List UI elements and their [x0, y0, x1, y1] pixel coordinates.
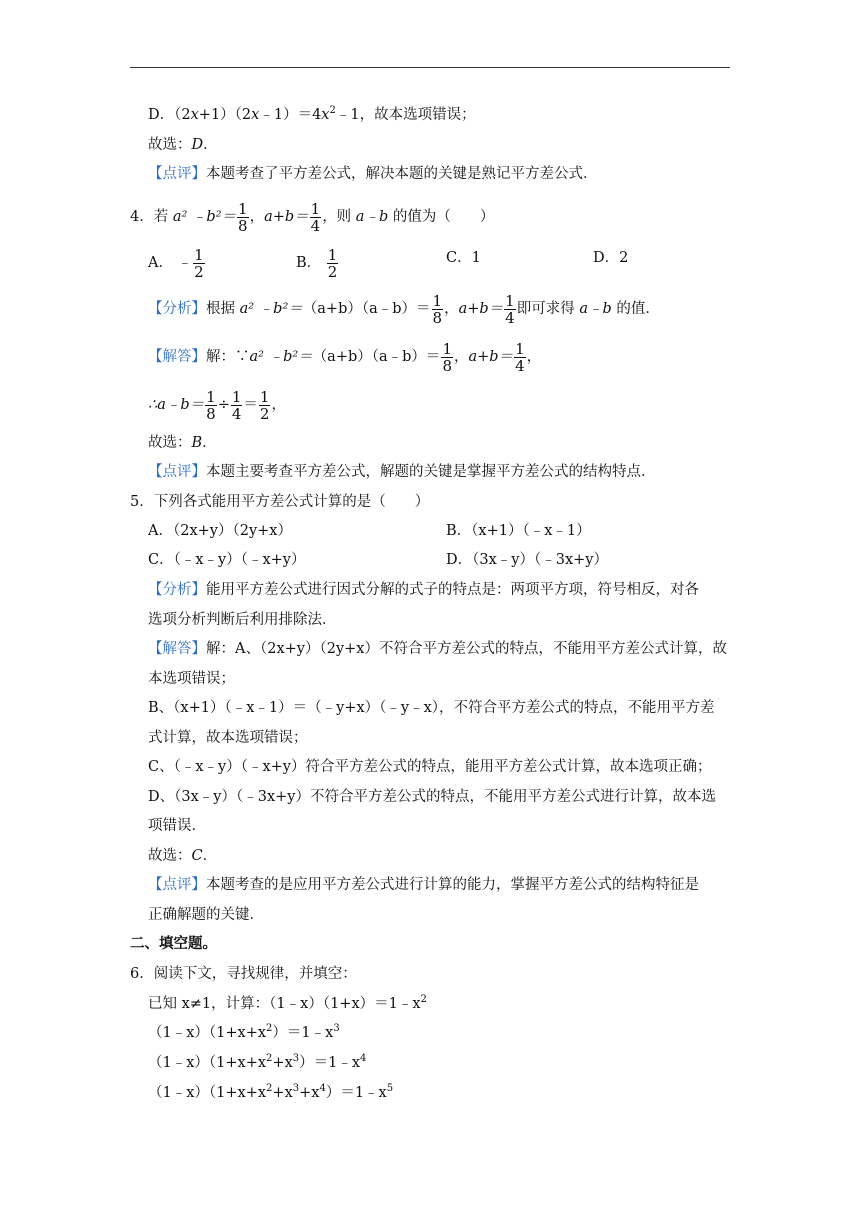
- q4-choice: 故选：B．: [148, 435, 217, 451]
- q5-answer-line3: B、（x+1）（﹣x﹣1）＝（﹣y+x）（﹣y﹣x），不符合平方差公式的特点，不能用平方差: [148, 700, 715, 716]
- fraction-one-half: $\frac{1}{2}$: [194, 245, 204, 281]
- q5-choice: 故选：C．: [148, 848, 218, 864]
- q5-stem: 5．下列各式能用平方差公式计算的是（ ）: [130, 494, 430, 510]
- answer-tag: 【解答】: [148, 641, 206, 657]
- q5-answer-line4: 式计算，故本选项错误；: [148, 730, 308, 746]
- answer-tag: 【解答】: [148, 349, 206, 365]
- q5-option-a: A．（2x+y）（2y+x）: [148, 523, 292, 539]
- q4-therefore: ∴a﹣b＝ $\frac{1}{8}$ ÷ $\frac{1}{4}$ ＝ $\frac{1}{2}$ ，: [148, 387, 286, 423]
- analysis-tag: 【分析】: [148, 582, 206, 598]
- q5-answer-line2: 本选项错误；: [148, 671, 235, 687]
- q5-option-c: C．（﹣x﹣y）（﹣x+y）: [148, 552, 306, 568]
- q4-option-a: A． ﹣ $\frac{1}{2}$: [148, 245, 204, 281]
- q4-analysis: 【分析】根据 a² ﹣b²＝（a+b）（a﹣b）＝ $\frac{1}{8}$ ，a+b＝ $\frac{1}{4}$ 即可求得 a﹣b 的值．: [148, 291, 660, 327]
- comment-tag: 【点评】: [148, 464, 206, 480]
- q5-option-d: D．（3x﹣y）（﹣3x+y）: [446, 552, 608, 568]
- q4-answer: 【解答】解：∵a² ﹣b²＝（a+b）（a﹣b）＝ $\frac{1}{8}$ ，a+b＝ $\frac{1}{4}$ ，: [148, 339, 542, 375]
- q6-stem: 6．阅读下文，寻找规律，并填空：: [130, 966, 357, 982]
- analysis-tag: 【分析】: [148, 301, 206, 317]
- fraction-one-eighth: $\frac{1}{8}$: [238, 199, 248, 235]
- q5-comment-line1: 【点评】本题考查的是应用平方差公式进行计算的能力，掌握平方差公式的结构特征是: [148, 877, 699, 893]
- q4-option-b: B． $\frac{1}{2}$: [296, 245, 338, 281]
- q5-answer-line1: 【解答】解：A、（2x+y）（2y+x）不符合平方差公式的特点，不能用平方差公式计算，故: [148, 641, 727, 657]
- q4-option-d: D．2: [593, 250, 629, 266]
- comment-tag: 【点评】: [148, 166, 206, 182]
- comment-tag: 【点评】: [148, 877, 206, 893]
- q5-analysis-line1: 【分析】能用平方差公式进行因式分解的式子的特点是：两项平方项，符号相反，对各: [148, 582, 699, 598]
- section-heading: 二、填空题。: [130, 936, 217, 952]
- q4-comment: 【点评】本题主要考查平方差公式，解题的关键是掌握平方差公式的结构特点．: [148, 464, 656, 480]
- header-rule: [130, 67, 730, 68]
- q6-line2: $(1﹣x)(1+x+x^2)=1﹣x^3$: [148, 1023, 340, 1041]
- q3-option-d: D．$(2x+1)(2x﹣1)=4x^2﹣1$，故本选项错误；: [148, 105, 476, 123]
- q5-answer-line7: 项错误．: [148, 818, 206, 834]
- q5-answer-line5: C、（﹣x﹣y）（﹣x+y）符合平方差公式的特点，能用平方差公式计算，故本选项正确；: [148, 759, 712, 775]
- q5-analysis-line2: 选项分析判断后利用排除法．: [148, 612, 337, 628]
- fraction-one-half: $\frac{1}{2}$: [327, 245, 338, 281]
- q3-choice: 故选：D．: [148, 137, 218, 153]
- fraction-one-quarter: $\frac{1}{4}$: [310, 199, 321, 235]
- q6-line4: $(1﹣x)(1+x+x^2+x^3+x^4)=1﹣x^5$: [148, 1083, 394, 1101]
- q5-answer-line6: D、（3x﹣y）（﹣3x+y）不符合平方差公式的特点，不能用平方差公式进行计算，故本选: [148, 789, 716, 805]
- q5-option-b: B．（x+1）（﹣x﹣1）: [446, 523, 591, 539]
- q6-line1: 已知 x≠1，计算：$(1﹣x)(1+x)=1﹣x^2$: [148, 994, 427, 1012]
- q5-comment-line2: 正确解题的关键．: [148, 907, 264, 923]
- q3-comment: 【点评】本题考查了平方差公式，解决本题的关键是熟记平方差公式．: [148, 166, 598, 182]
- q6-line3: $(1﹣x)(1+x+x^2+x^3)=1﹣x^4$: [148, 1053, 367, 1071]
- q4-option-c: C．1: [446, 250, 481, 266]
- q4-stem: 4．若 a² ﹣b²＝ $\frac{1}{8}$ ，a+b＝ $\frac{1}{4}$ ，则 a﹣b 的值为（ ）: [130, 199, 495, 235]
